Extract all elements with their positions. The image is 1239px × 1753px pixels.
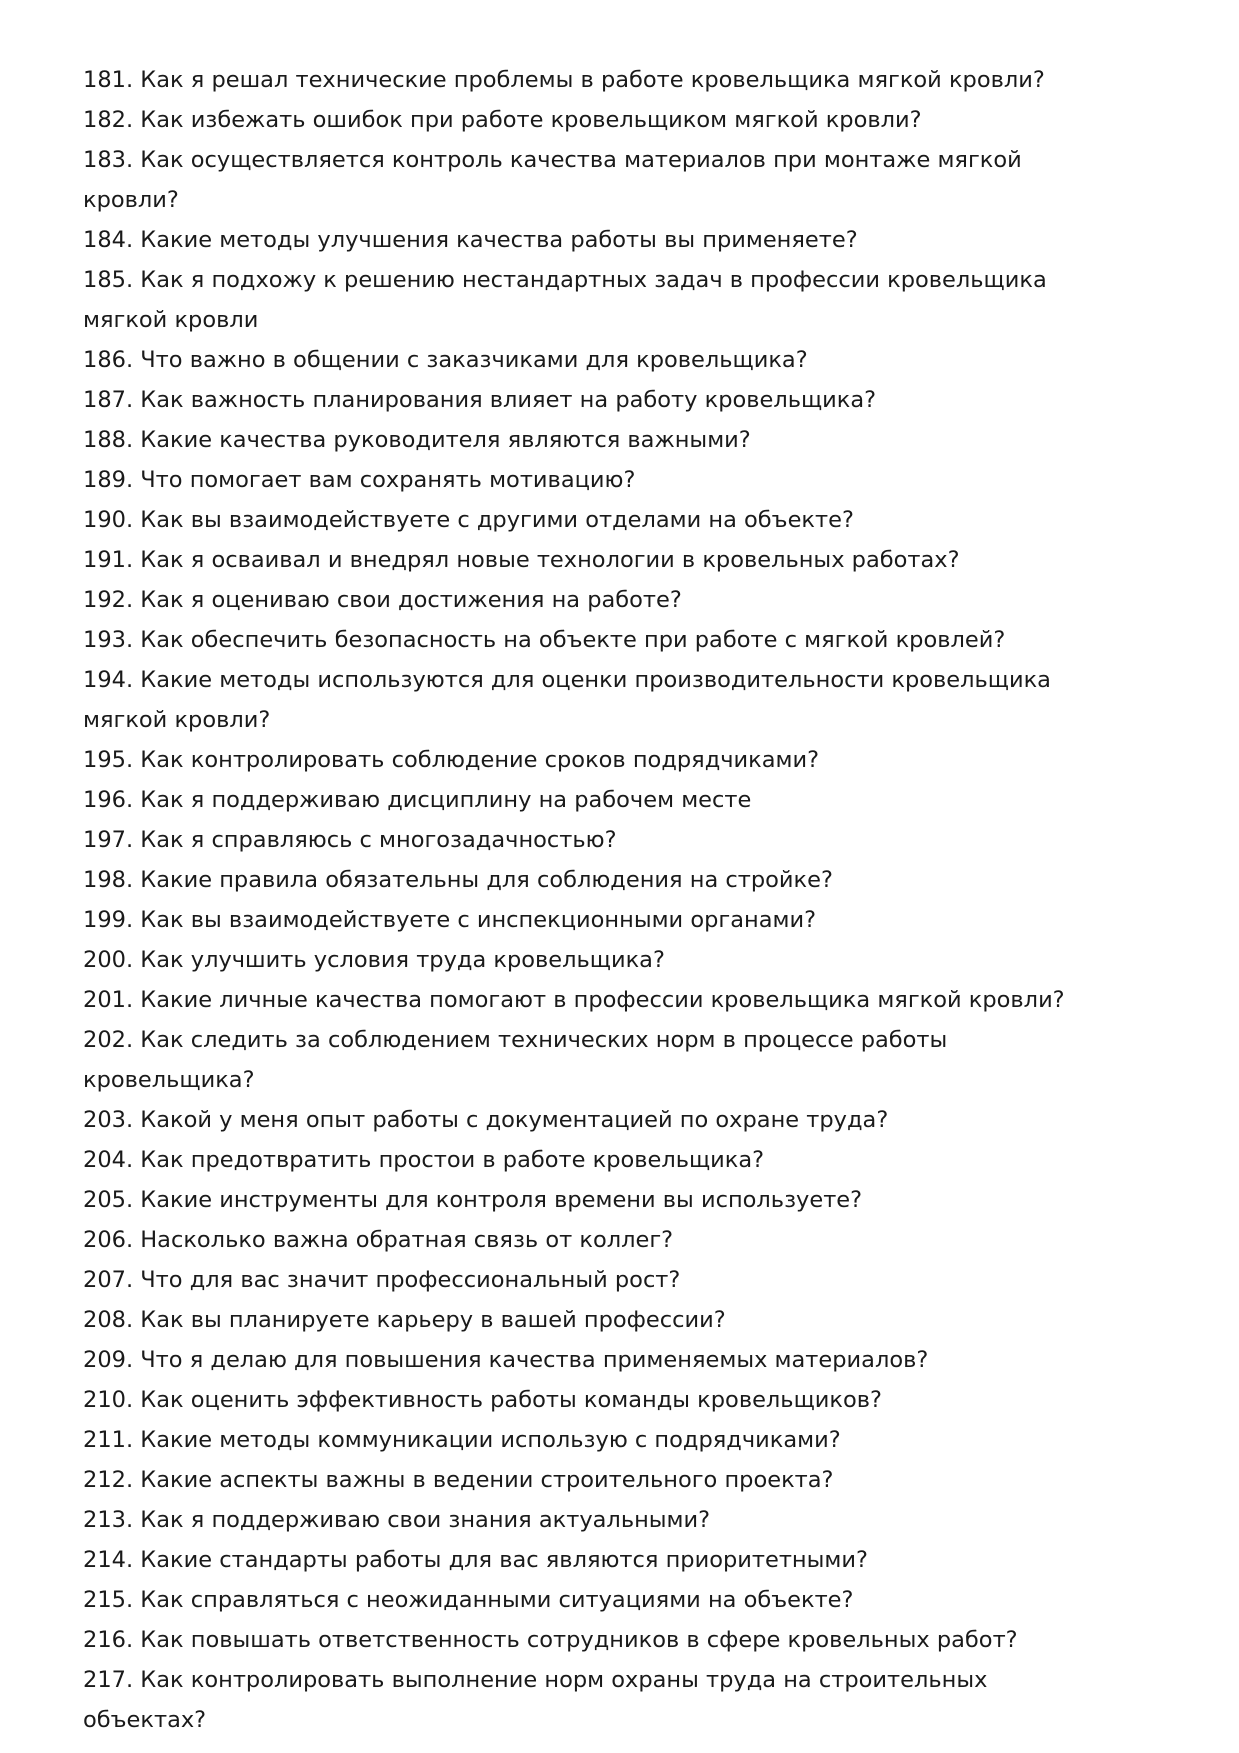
list-item: 201. Какие личные качества помогают в профессии кровельщика мягкой кровли? [83,987,1065,1013]
list-item: 200. Как улучшить условия труда кровельщика? [83,947,665,973]
list-item: 210. Как оценить эффективность работы команды кровельщиков? [83,1387,882,1413]
question-list [83,60,1113,1740]
list-item: 183. Как осуществляется контроль качества материалов при монтаже мягкой кровли? [83,147,1022,213]
list-item: 214. Какие стандарты работы для вас являются приоритетными? [83,1547,868,1573]
list-item: 192. Как я оцениваю свои достижения на работе? [83,587,682,613]
list-item: 189. Что помогает вам сохранять мотивацию? [83,467,636,493]
list-item: 184. Какие методы улучшения качества работы вы применяете? [83,227,858,253]
list-item: 181. Как я решал технические проблемы в работе кровельщика мягкой кровли? [83,67,1045,93]
list-item: 193. Как обеспечить безопасность на объекте при работе с мягкой кровлей? [83,627,1006,653]
list-item: 213. Как я поддерживаю свои знания актуальными? [83,1507,711,1533]
list-item: 205. Какие инструменты для контроля времени вы используете? [83,1187,863,1213]
list-item: 185. Как я подхожу к решению нестандартных задач в профессии кровельщика мягкой кровли [83,267,1047,333]
list-item: 188. Какие качества руководителя являются важными? [83,427,751,453]
list-item: 203. Какой у меня опыт работы с документацией по охране труда? [83,1107,889,1133]
list-item: 217. Как контролировать выполнение норм охраны труда на строительных объектах? [83,1667,988,1733]
list-item: 187. Как важность планирования влияет на работу кровельщика? [83,387,877,413]
list-item: 202. Как следить за соблюдением технических норм в процессе работы кровельщика? [83,1027,948,1093]
list-item: 216. Как повышать ответственность сотрудников в сфере кровельных работ? [83,1627,1018,1653]
list-item: 207. Что для вас значит профессиональный рост? [83,1267,681,1293]
list-item: 191. Как я осваивал и внедрял новые технологии в кровельных работах? [83,547,960,573]
list-item: 204. Как предотвратить простои в работе кровельщика? [83,1147,765,1173]
list-item: 208. Как вы планируете карьеру в вашей профессии? [83,1307,726,1333]
list-item: 194. Какие методы используются для оценки производительности кровельщика мягкой кровли? [83,667,1051,733]
list-item: 212. Какие аспекты важны в ведении строительного проекта? [83,1467,834,1493]
list-item: 198. Какие правила обязательны для соблюдения на стройке? [83,867,833,893]
list-item: 197. Как я справляюсь с многозадачностью? [83,827,617,853]
list-item: 209. Что я делаю для повышения качества применяемых материалов? [83,1347,929,1373]
list-item: 211. Какие методы коммуникации использую с подрядчиками? [83,1427,841,1453]
list-item: 186. Что важно в общении с заказчиками для кровельщика? [83,347,808,373]
list-item: 206. Насколько важна обратная связь от коллег? [83,1227,674,1253]
list-item: 195. Как контролировать соблюдение сроков подрядчиками? [83,747,820,773]
list-item: 199. Как вы взаимодействуете с инспекционными органами? [83,907,817,933]
list-item: 196. Как я поддерживаю дисциплину на рабочем месте [83,787,752,813]
list-item: 190. Как вы взаимодействуете с другими отделами на объекте? [83,507,854,533]
list-item: 182. Как избежать ошибок при работе кровельщиком мягкой кровли? [83,107,922,133]
list-item: 215. Как справляться с неожиданными ситуациями на объекте? [83,1587,854,1613]
